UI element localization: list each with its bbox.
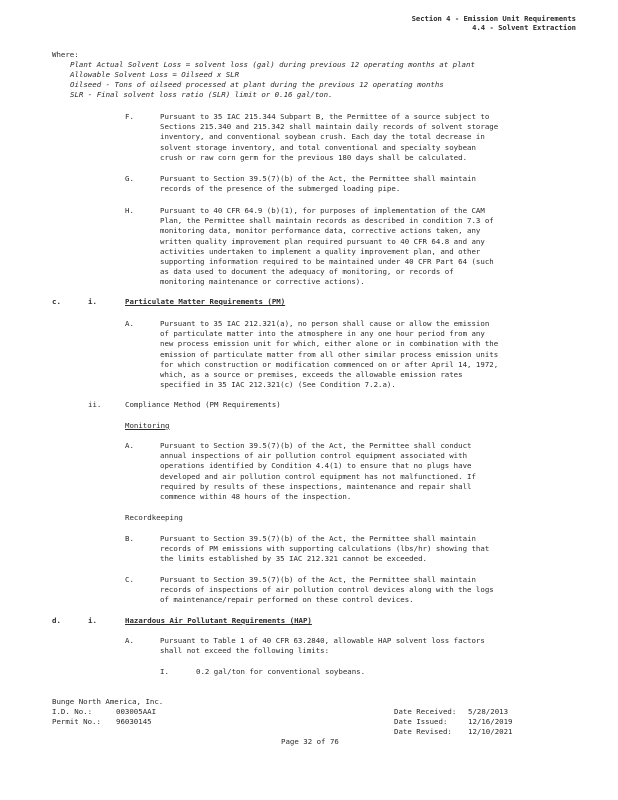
text-line: annual inspections of air pollution control equipment associated with xyxy=(160,451,468,461)
footer-issued-label: Date Issued: xyxy=(394,717,448,726)
text-line: Pursuant to 40 CFR 64.9 (b)(1), for purposes of implementation of the CAM xyxy=(160,206,485,215)
section-title-hap: Hazardous Air Pollutant Requirements (HAP) xyxy=(125,616,312,625)
item-marker: G. xyxy=(125,174,134,183)
section-title-compliance: Compliance Method (PM Requirements) xyxy=(125,400,281,409)
footer-revised-value: 12/10/2021 xyxy=(468,727,513,736)
item-marker: A. xyxy=(125,636,134,645)
item-marker: A. xyxy=(125,319,134,328)
section-header-title: Section 4 - Emission Unit Requirements xyxy=(411,14,576,23)
where-label: Where: xyxy=(52,50,79,59)
item-marker: A. xyxy=(125,441,134,450)
text-line: inventory, and conventional soybean crush. Each day the total decrease in xyxy=(160,132,485,142)
where-def: Allowable Solvent Loss = Oilseed x SLR xyxy=(70,70,240,79)
text-line: shall not exceed the following limits: xyxy=(160,646,330,656)
item-hap-a-text xyxy=(160,636,580,656)
text-line: Pursuant to Section 39.5(7)(b) of the Act, the Permittee shall conduct xyxy=(160,441,472,450)
item-marker: F. xyxy=(125,112,134,121)
item-hap-a-i-text: 0.2 gal/ton for conventional soybeans. xyxy=(196,667,366,676)
footer-id-label: I.D. No.: xyxy=(52,707,93,716)
text-line: records of inspections of air pollution control devices along with the logs xyxy=(160,585,494,595)
subheading-monitoring: Monitoring xyxy=(125,421,170,430)
text-line: the limits established by 35 IAC 212.321 cannot be exceeded. xyxy=(160,554,427,564)
text-line: which, as a source or premises, exceeds the allowable emission rates xyxy=(160,370,463,380)
text-line: written quality improvement plan required pursuant to 40 CFR 64.8 and any xyxy=(160,236,485,246)
item-record-c-text xyxy=(160,575,580,606)
subheading-recordkeeping: Recordkeeping xyxy=(125,513,183,522)
item-g-text xyxy=(160,174,580,194)
section-roman: ii. xyxy=(88,400,102,409)
text-line: Pursuant to 35 IAC 215.344 Subpart B, the Permittee of a source subject to xyxy=(160,112,490,121)
where-def: SLR - Final solvent loss ratio (SLR) limit or 0.16 gal/ton. xyxy=(70,90,333,99)
item-pm-a-text xyxy=(160,319,580,390)
item-h-text xyxy=(160,206,580,288)
text-line: of maintenance/repair performed on these control devices. xyxy=(160,595,414,605)
text-line: records of PM emissions with supporting calculations (lbs/hr) showing that xyxy=(160,544,490,554)
text-line: Pursuant to Section 39.5(7)(b) of the Act, the Permittee shall maintain xyxy=(160,174,476,183)
footer-company: Bunge North America, Inc. xyxy=(52,697,164,706)
text-line: Sections 215.340 and 215.342 shall maintain daily records of solvent storage xyxy=(160,122,499,132)
item-record-b-text xyxy=(160,534,580,565)
item-marker: H. xyxy=(125,206,134,215)
text-line: activities undertaken to implement a quality improvement plan, and other xyxy=(160,246,481,256)
where-def: Oilseed - Tons of oilseed processed at plant during the previous 12 operating months xyxy=(70,80,444,89)
text-line: operations identified by Condition 4.4(1) to ensure that no plugs have xyxy=(160,461,472,471)
text-line: crush or raw corn germ for the previous 180 days shall be calculated. xyxy=(160,152,468,162)
text-line: Pursuant to Section 39.5(7)(b) of the Act, the Permittee shall maintain xyxy=(160,534,476,543)
text-line: required by results of these inspections, maintenance and repair shall xyxy=(160,481,472,491)
page-number: Page 32 of 76 xyxy=(281,737,339,746)
footer-issued-value: 12/16/2019 xyxy=(468,717,513,726)
section-letter: c. xyxy=(52,297,61,306)
text-line: specified in 35 IAC 212.321(c) (See Condition 7.2.a). xyxy=(160,380,396,390)
section-letter: d. xyxy=(52,616,61,625)
section-title-pm: Particulate Matter Requirements (PM) xyxy=(125,297,286,306)
text-line: developed and air pollution control equipment has not malfunctioned. If xyxy=(160,471,476,481)
text-line: for which construction or modification commenced on or after April 14, 1972, xyxy=(160,359,499,369)
footer-permit-label: Permit No.: xyxy=(52,717,101,726)
section-roman: i. xyxy=(88,297,97,306)
footer-id-value: 003005AAI xyxy=(116,707,157,716)
item-f-text xyxy=(160,112,580,163)
text-line: solvent storage inventory, and total conventional and specialty soybean xyxy=(160,142,476,152)
item-marker: I. xyxy=(160,667,169,676)
text-line: supporting information required to be maintained under 40 CFR Part 64 (such xyxy=(160,257,494,267)
item-marker: B. xyxy=(125,534,134,543)
text-line: of particulate matter into the atmosphere in any one hour period from any xyxy=(160,329,485,339)
section-header-subtitle: 4.4 - Solvent Extraction xyxy=(472,23,576,32)
section-roman: i. xyxy=(88,616,97,625)
text-line: as data used to document the adequacy of monitoring, or records of xyxy=(160,267,454,277)
footer-revised-label: Date Revised: xyxy=(394,727,452,736)
text-line: emission of particulate matter from all other similar process emission units xyxy=(160,349,499,359)
text-line: Pursuant to Table 1 of 40 CFR 63.2840, allowable HAP solvent loss factors xyxy=(160,636,485,645)
text-line: monitoring data, monitor performance data, corrective actions taken, any xyxy=(160,226,481,236)
text-line: Pursuant to 35 IAC 212.321(a), no person shall cause or allow the emission xyxy=(160,319,490,328)
text-line: Plan, the Permittee shall maintain records as described in condition 7.3 of xyxy=(160,216,494,226)
footer-received-label: Date Received: xyxy=(394,707,457,716)
item-monitoring-a-text xyxy=(160,441,580,502)
item-marker: C. xyxy=(125,575,134,584)
text-line: monitoring maintenance or corrective actions). xyxy=(160,277,365,287)
where-def: Plant Actual Solvent Loss = solvent loss (gal) during previous 12 operating months at plant xyxy=(70,60,475,69)
footer-permit-value: 96030145 xyxy=(116,717,152,726)
text-line: commence within 48 hours of the inspection. xyxy=(160,492,352,502)
footer-received-value: 5/28/2013 xyxy=(468,707,509,716)
text-line: Pursuant to Section 39.5(7)(b) of the Act, the Permittee shall maintain xyxy=(160,575,476,584)
text-line: new process emission unit for which, either alone or in combination with the xyxy=(160,339,499,349)
text-line: records of the presence of the submerged loading pipe. xyxy=(160,184,401,194)
